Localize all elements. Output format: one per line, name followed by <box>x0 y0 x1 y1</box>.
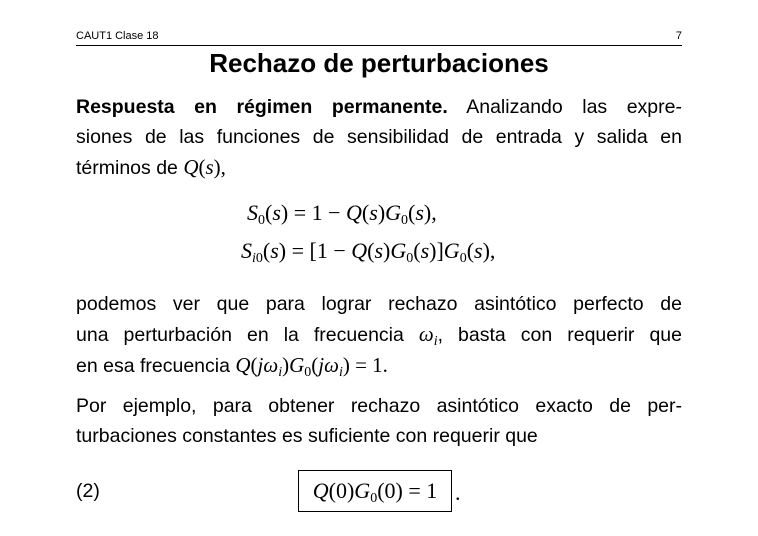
paragraph-intro: Respuesta en régimen permanente. Analizando las expre- siones de las funciones de sensibilidad de entrada y salida en términos de Q(s), <box>76 96 682 179</box>
paragraph-line2: siones de las funciones de sensibilidad de entrada y salida en <box>76 126 682 148</box>
omega-i-math: $\omega_i$ <box>418 322 438 349</box>
header-page-number: 7 <box>675 30 682 42</box>
header-rule <box>76 45 682 46</box>
paragraph-example <box>76 391 682 451</box>
equation-input-sensitivity: $S_{i0}(s) = [1 - Q(s)G_0(s)]G_0(s)$, <box>241 238 496 266</box>
header-course-label: CAUT1 Clase 18 <box>76 30 159 42</box>
paragraph2-line2b: , basta con requerir que <box>437 324 682 346</box>
paragraph-bold-lead: Respuesta en régimen permanente. <box>76 96 448 118</box>
boxed-equation-period: . <box>455 480 461 505</box>
equation-number-label: (2) <box>76 480 100 502</box>
equation-output-sensitivity: $S_0(s) = 1 - Q(s)G_0(s)$, <box>247 200 437 228</box>
q-of-s-math: Q <box>183 155 199 179</box>
paragraph-line1-rest: Analizando las expre- <box>447 96 682 118</box>
paragraph2-line2a: una perturbación en la frecuencia <box>76 324 419 346</box>
condition-math: $Q(j\omega_i)G_0(j\omega_i) = 1$. <box>235 353 388 380</box>
slide-title: Rechazo de perturbaciones <box>209 48 549 78</box>
paragraph-line3-text: términos de <box>76 157 184 179</box>
paragraph2-line1: podemos ver que para lograr rechazo asintótico perfecto de <box>76 293 682 315</box>
boxed-equation: $Q(0)G_0(0) = 1$ <box>298 470 452 512</box>
paragraph3-line1: Por ejemplo, para obtener rechazo asintótico exacto de per- <box>76 395 682 417</box>
paragraph-rejection <box>76 289 682 381</box>
paragraph3-line2: turbaciones constantes es suficiente con requerir que <box>76 425 538 447</box>
paragraph2-line3: en esa frecuencia <box>76 355 236 377</box>
